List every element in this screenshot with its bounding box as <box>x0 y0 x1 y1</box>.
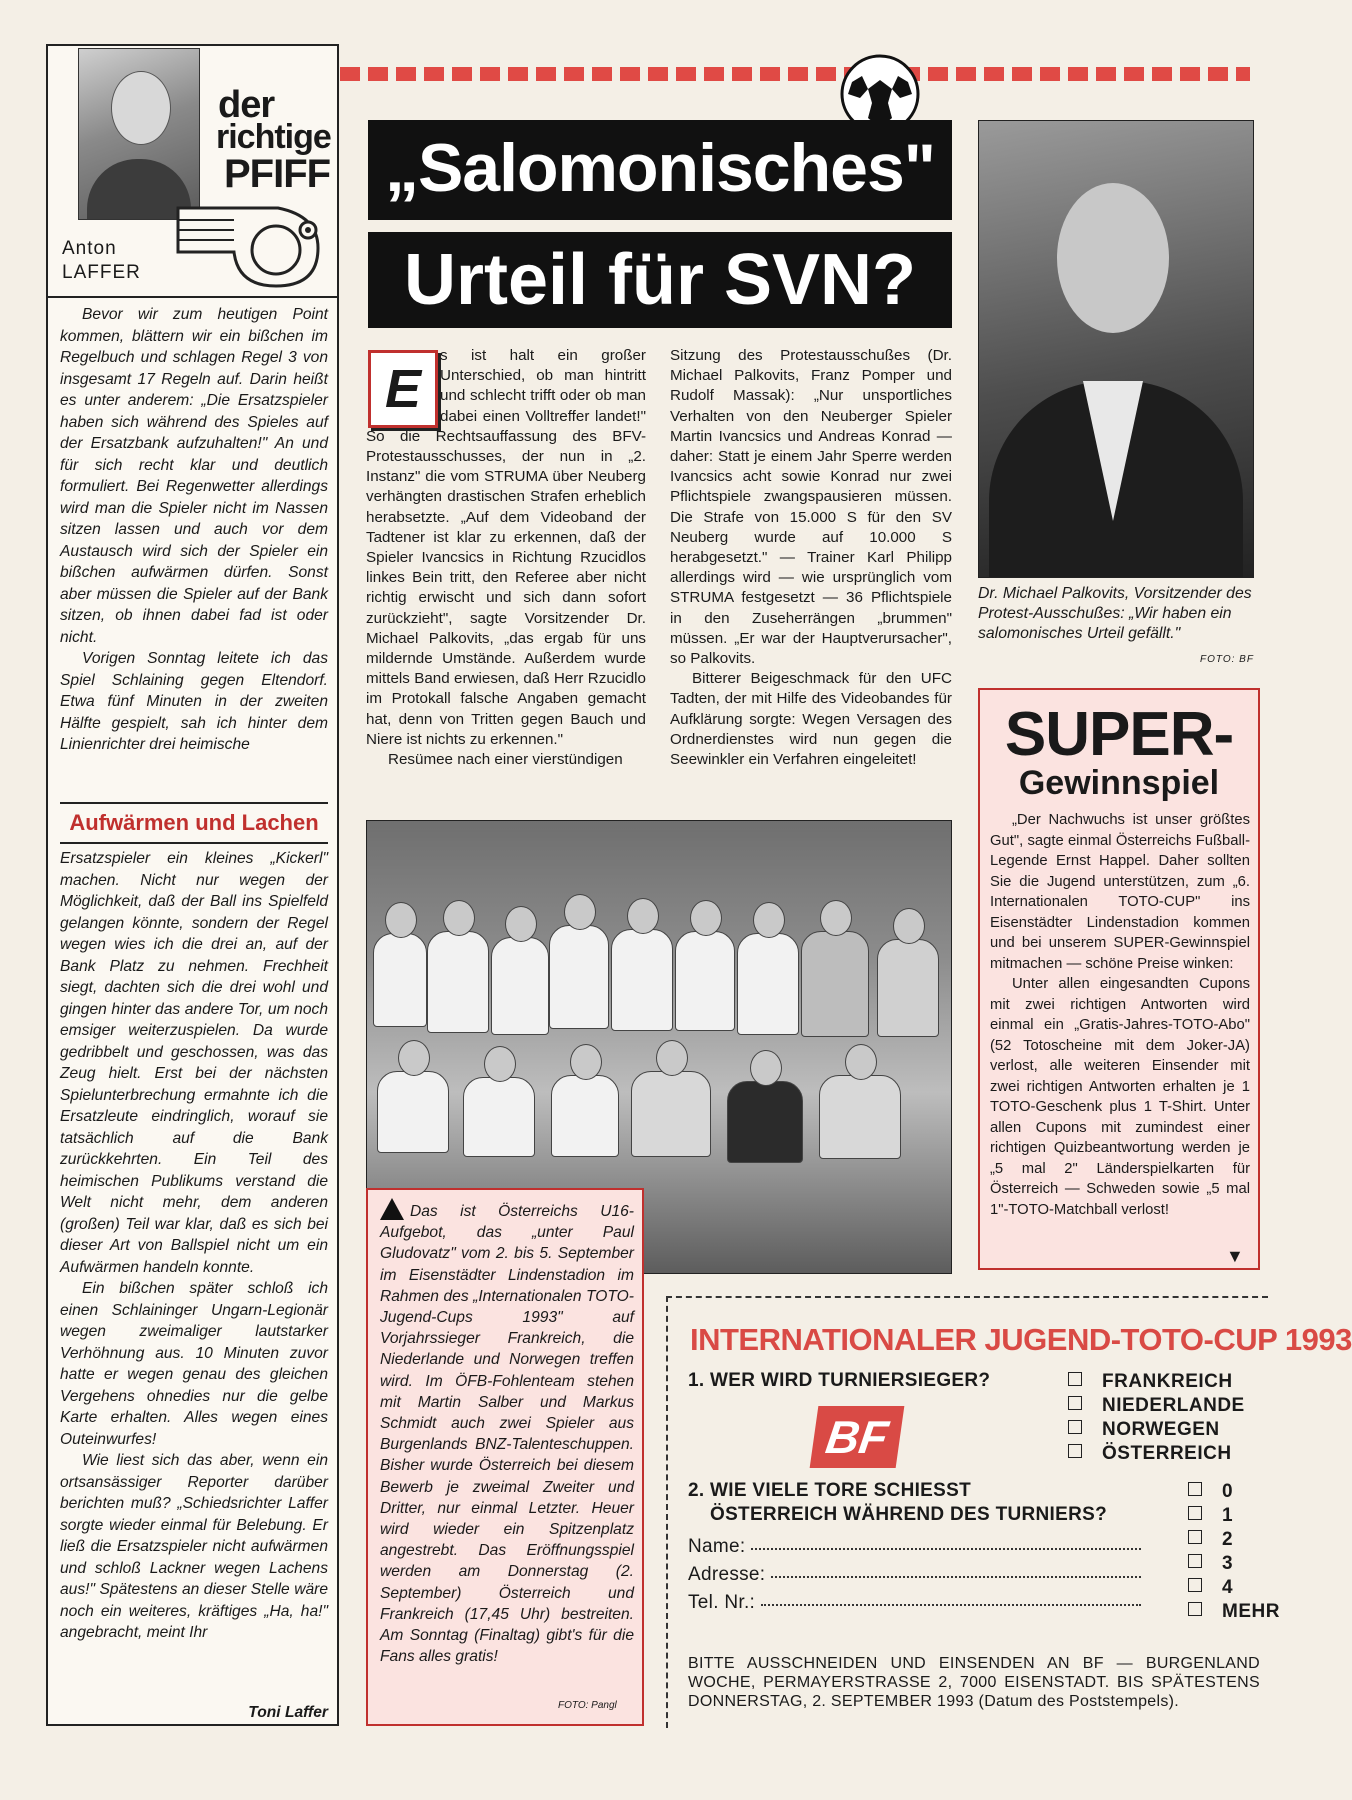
name-field[interactable]: Name: <box>688 1536 1141 1558</box>
checkbox[interactable] <box>1188 1602 1202 1616</box>
column-paragraph: Vorigen Sonntag leitete ich das Spiel Schlaining gegen Eltendorf. Etwa fünf Minuten in der zweiten Hälfte gespielt, sah ich hinter dem Linienrichter drei heimische <box>60 650 328 753</box>
question-1: 1. WER WIRD TURNIERSIEGER? <box>688 1370 991 1391</box>
triangle-up-icon <box>380 1198 404 1220</box>
dashed-divider <box>340 67 1250 81</box>
column-paragraph: Bevor wir zum heutigen Point kommen, blättern wir ein bißchen im Regelbuch und schlagen Regel 3 von insgesamt 17 Regeln auf. Darin heißt es unter anderem: „Die Ersatzspieler haben sich während des Spieles auf der Ersatzbank aufzuhalten!" An und für sich recht klar und deutlich formuliert. Bei Regenwetter allerdings wird man die Spieler nicht im Nassen sitzen lassen und auch vor dem Austausch wird sich der Spieler ein bißchen aufwärmen dürfen. Sonst aber müssen die Spieler auf der Bank sitzen, ob ihnen dabei fad ist oder nicht. <box>60 306 328 646</box>
photo-credit: FOTO: BF <box>1200 654 1254 665</box>
question-2-options <box>1188 1480 1280 1624</box>
headline-line1: „Salomonisches" <box>368 120 952 220</box>
option-oesterreich[interactable]: ÖSTERREICH <box>1068 1442 1245 1466</box>
palkovits-caption: Dr. Michael Palkovits, Vorsitzender des Protest-Ausschußes: „Wir haben ein salomonisches Urteil gefällt." <box>978 585 1252 642</box>
checkbox[interactable] <box>1068 1372 1082 1386</box>
super-paragraph: Unter allen eingesandten Cupons mit zwei richtigen Antworten wird einmal ein „Gratis-Jahres-TOTO-Abo" (52 Totoscheine mit dem Joker-JA) verlost, alle weiteren Einsender mit zwei richtigen Antworten erhalten je 1 TOTO-Geschenk plus 1 T-Shirt. Unter allen Cupons mit zumindest einer richtigen Quizbeantwortung werden je „5 mal 2" Länderspielkarten für Österreich — Schweden sowie „5 mal 1"-TOTO-Matchball verlost! <box>990 976 1250 1218</box>
checkbox[interactable] <box>1188 1482 1202 1496</box>
question-2-line1: 2. WIE VIELE TORE SCHIESST <box>688 1480 972 1501</box>
headline-line2: Urteil für SVN? <box>368 232 952 328</box>
whistle-icon <box>168 196 328 291</box>
column-subheading: Aufwärmen und Lachen <box>60 802 328 844</box>
column-text-part1 <box>60 304 328 756</box>
option-2[interactable]: 2 <box>1188 1528 1280 1552</box>
column-paragraph: Ersatzspieler ein kleines „Kickerl" machen. Nicht nur wegen der Möglichkeit, daß der Ball ins Spielfeld gelangen könnte, sondern der Regel wegen wies ich die drei an, auf der Bank Platz zu nehmen. Frechheit siegt, dachten sich die drei wohl und gingen hinter das andere Tor, um noch emsiger weiterzuspielen. Da wurde gedribbelt und geschossen, was das Zeug hielt. Erst bei der nächsten Spielunterbrechung ermahnte ich die Ersatzleute eindringlich, worauf sie tatsächlich auf die Bank zurückkehrten. Ein Teil des heimischen Publikums verstand die Welt nicht mehr, dem anderen (großen) Teil war klar, daß es sich bei dieser Art von Ballspiel nicht um ein Aufwärmen handeln konnte. <box>60 850 328 1276</box>
super-subtitle: Gewinnspiel <box>1018 764 1220 802</box>
article-paragraph: Sitzung des Protestausschußes (Dr. Michael Palkovits, Franz Pomper und Rudolf Massak): „Nur unsportliches Verhalten von den Neuberger Spieler Martin Ivancsics und Andreas Konrad — daher: Statt je einem Jahr Sperre werden Ivancsics acht sowie Konrad nur zwei Pflichtspiele zwangspausieren müssen. Die Strafe von 15.000 S für den SV Neuberg wurde auf 10.000 S herabgesetzt." — Trainer Karl Philipp allerdings wird — wie ursprünglich vom STRUMA festgesetzt — 36 Pflichtspiele in den Zuseherrängen „brummen" müssen. „Er war der Hauptverursacher", so Palkovits. <box>670 347 952 668</box>
option-1[interactable]: 1 <box>1188 1504 1280 1528</box>
option-mehr[interactable]: MEHR <box>1188 1600 1280 1624</box>
article-paragraph: Bitterer Beigeschmack für den UFC Tadten, der mit Hilfe des Videobandes für Aufklärung sorgte: Wegen Versagen des Ordnerdienstes wird nun gegen die Seewinkler ein Verfahren eingeleitet! <box>670 670 952 769</box>
column-text-part2 <box>60 848 328 1644</box>
team-photo-credit: FOTO: Pangl <box>558 1700 617 1711</box>
checkbox[interactable] <box>1068 1420 1082 1434</box>
column-title-line1: der <box>218 84 275 126</box>
super-gewinnspiel-box <box>978 688 1260 1270</box>
column-der-richtige-pfiff <box>46 44 339 1726</box>
column-title-line3: PFIFF <box>224 152 331 196</box>
bf-logo: BF <box>810 1406 905 1468</box>
drop-cap: E <box>368 350 438 428</box>
super-paragraph: „Der Nachwuchs ist unser größtes Gut", sagte einmal Österreichs Fußball-Legende Ernst Happel. Daher sollten Sie die Jugend unterstützen, zum „6. Internationalen TOTO-CUP" ins Eisenstädter Lindenstadion kommen und bei unserem SUPER-Gewinnspiel mitmachen — schöne Preise winken: <box>990 812 1250 972</box>
checkbox[interactable] <box>1188 1578 1202 1592</box>
super-title: SUPER- <box>1004 700 1234 769</box>
checkbox[interactable] <box>1068 1444 1082 1458</box>
option-frankreich[interactable]: FRANKREICH <box>1068 1370 1245 1394</box>
question-2-line2: ÖSTERREICH WÄHREND DES TURNIERS? <box>710 1504 1108 1525</box>
article-column-2 <box>670 346 952 770</box>
checkbox[interactable] <box>1068 1396 1082 1410</box>
checkbox[interactable] <box>1188 1506 1202 1520</box>
option-0[interactable]: 0 <box>1188 1480 1280 1504</box>
checkbox[interactable] <box>1188 1554 1202 1568</box>
coupon-instructions: BITTE AUSSCHNEIDEN UND EINSENDEN AN BF — BURGENLAND WOCHE, PERMAYERSTRASSE 2, 7000 EISENSTADT. BIS SPÄTESTENS DONNERSTAG, 2. SEPTEMBER 1993 (Datum des Poststempels). <box>688 1655 1260 1710</box>
team-caption <box>380 1198 634 1667</box>
coupon <box>666 1296 1352 1728</box>
address-field[interactable]: Adresse: <box>688 1564 1141 1586</box>
arrow-down-icon: ▼ <box>1226 1246 1244 1266</box>
team-caption-box <box>366 1188 644 1726</box>
option-niederlande[interactable]: NIEDERLANDE <box>1068 1394 1245 1418</box>
article-paragraph: Resümee nach einer vierstündigen <box>388 751 623 769</box>
column-header <box>48 46 337 298</box>
option-norwegen[interactable]: NORWEGEN <box>1068 1418 1245 1442</box>
coupon-title: INTERNATIONALER JUGEND-TOTO-CUP 1993 <box>690 1322 1352 1357</box>
column-title-line2: richtige <box>216 118 331 156</box>
author-first-name: Anton <box>62 238 117 259</box>
option-3[interactable]: 3 <box>1188 1552 1280 1576</box>
column-signature: Toni Laffer <box>248 1704 328 1721</box>
checkbox[interactable] <box>1188 1530 1202 1544</box>
author-last-name: LAFFER <box>62 262 141 283</box>
super-text <box>990 810 1250 1220</box>
column-paragraph: Ein bißchen später schloß ich einen Schlaininger Ungarn-Legionär wegen zweimaliger lautstarker Verhöhnung aus. 10 Minuten zuvor hatte er wegen genau des gleichen Vergehens ohnedies nur die gelbe Karte erhalten. Alles wegen eines Outeinwurfes! <box>60 1280 328 1448</box>
question-1-options <box>1068 1370 1245 1466</box>
author-portrait <box>78 48 200 220</box>
palkovits-photo <box>978 120 1254 578</box>
column-paragraph: Wie liest sich das aber, wenn ein ortsansässiger Reporter darüber berichten muß? „Schiedsrichter Laffer sorgte wieder einmal für Belebung. Er ließ die Ersatzspieler nicht aufwärmen und schloß Lackner wegen Lachens aus!" Spätestens an dieser Stelle wäre noch ein weiteres, kräftiges „Ha, ha!" angebracht, meint Ihr <box>60 1452 328 1641</box>
team-caption-text: Das ist Österreichs U16-Aufgebot, das „unter Paul Gludovatz" vom 2. bis 5. September im Eisenstädter Lindenstadion im Rahmen des „Internationalen TOTO-Jugend-Cups 1993" auf Vorjahrssieger Frankreich, die Niederlande und Norwegen treffen wird. Im ÖFB-Fohlenteam stehen mit Martin Salber und Markus Schmidt auch zwei Spieler aus Burgenlands BNZ-Talenteschuppen. Bisher wurde Österreich bei diesem Bewerb je zweimal Zweiter und Dritter, nur einmal Letzter. Heuer wird wieder ein Spitzenplatz angestrebt. Das Eröffnungsspiel werden am Donnerstag (2. September) Österreich und Frankreich (17,45 Uhr) bestreiten. Am Sonntag (Finaltag) gibt's für die Fans alles gratis! <box>380 1203 634 1666</box>
option-4[interactable]: 4 <box>1188 1576 1280 1600</box>
phone-field[interactable]: Tel. Nr.: <box>688 1592 1141 1614</box>
article-paragraph: s ist halt ein großer Unterschied, ob man hintritt und schlecht trifft oder ob man dabei einen Volltreffer landet!" So die Rechtsauffassung des BFV-Protestausschusses, der nun in „2. Instanz" die vom STRUMA über Neuberg verhängten drastischen Strafen erheblich herabsetzte. „Auf dem Videoband der Tadtener ist klar zu erkennen, daß der Spieler Ivancsics in Richtung Rzucidlos linkes Bein tritt, den Referee aber nicht richtig erwischt und sich dann sofort zurückzieht", sagte Vorsitzender Dr. Michael Palkovits, „das ergab für uns mildernde Umstände. Außerdem wurde mittels Band erwiesen, daß Herr Rzucidlo im Protokall falsche Angaben gemacht hat, denn von Tritten gegen Bauch und Niere ist nichts zu erkennen." <box>366 347 646 748</box>
